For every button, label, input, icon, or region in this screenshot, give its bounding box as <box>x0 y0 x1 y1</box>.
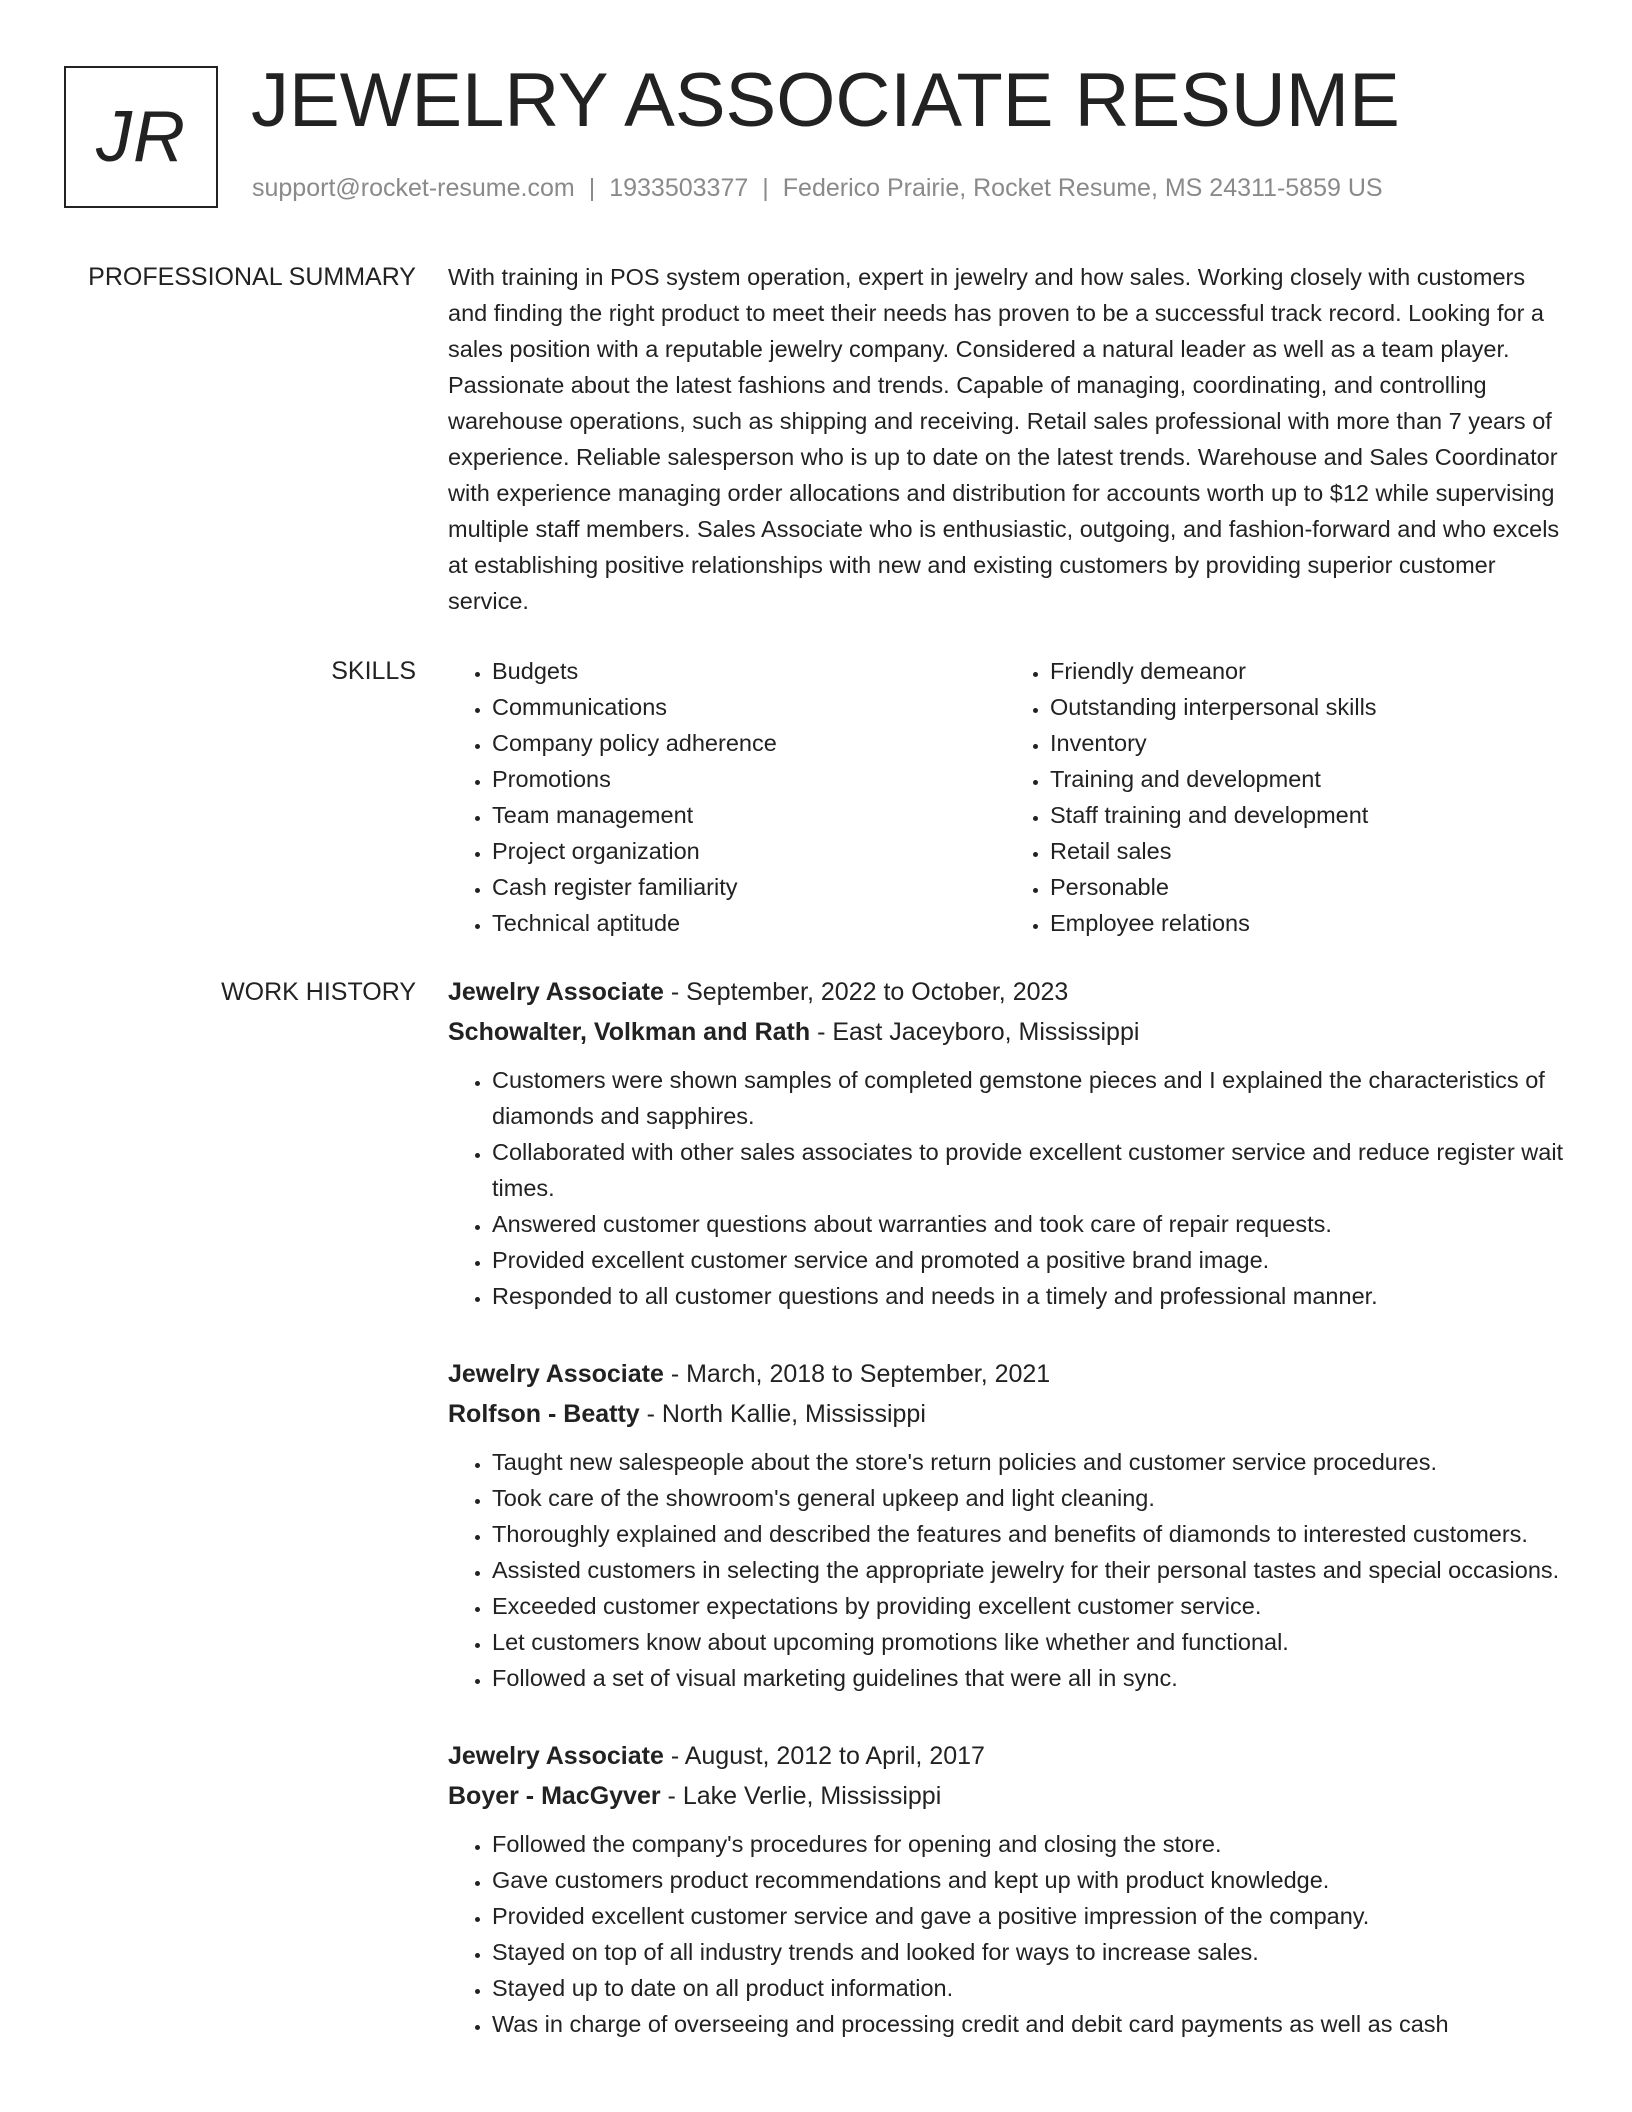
skill-item: • Personable <box>1050 869 1564 905</box>
skill-item: • Promotions <box>492 761 1006 797</box>
skills-heading: SKILLS <box>331 657 416 685</box>
job-location: - North Kallie, Mississippi <box>639 1400 926 1428</box>
job-bullet: • Responded to all customer questions and needs in a timely and professional manner. <box>492 1278 1564 1314</box>
job-bullet: • Followed the company's procedures for opening and closing the store. <box>492 1826 1564 1862</box>
contact-phone[interactable]: 1933503377 <box>609 174 749 202</box>
job-bullet: • Stayed on top of all industry trends and looked for ways to increase sales. <box>492 1934 1564 1970</box>
skill-item: • Outstanding interpersonal skills <box>1050 689 1564 725</box>
contact-line <box>252 174 1383 203</box>
job-bullet: • Exceeded customer expectations by providing excellent customer service. <box>492 1588 1564 1624</box>
summary-heading: PROFESSIONAL SUMMARY <box>88 263 416 291</box>
skill-item: • Budgets <box>492 653 1006 689</box>
skill-item: • Project organization <box>492 833 1006 869</box>
skill-item: • Company policy adherence <box>492 725 1006 761</box>
summary-text: With training in POS system operation, expert in jewelry and how sales. Working closely with customers and finding the right product to meet their needs has proven to be a successful track record. Looking for a sales position with a reputable jewelry company. Considered a natural leader as well as a team player. Passionate about the latest fashions and trends. Capable of managing, coordinating, and controlling warehouse operations, such as shipping and receiving. Retail sales professional with more than 7 years of experience. Reliable salesperson who is up to date on the latest trends. Warehouse and Sales Coordinator with experience managing order allocations and distribution for accounts worth up to $12 while supervising multiple staff members. Sales Associate who is enthusiastic, outgoing, and fashion-forward and who excels at establishing positive relationships with new and existing customers by providing superior customer service. <box>448 264 1560 614</box>
contact-separator: | <box>762 174 769 202</box>
skill-item: • Communications <box>492 689 1006 725</box>
work-history-heading: WORK HISTORY <box>221 978 416 1006</box>
job-company-line <box>448 1012 1564 1052</box>
work-history-content <box>448 972 1564 2082</box>
job-company: Rolfson - Beatty <box>448 1400 640 1428</box>
summary-content <box>448 259 1564 619</box>
job-bullets <box>448 1444 1564 1696</box>
job-entry <box>448 972 1564 1314</box>
monogram-initials: JR <box>96 97 186 177</box>
contact-email[interactable]: support@rocket-resume.com <box>252 174 575 202</box>
skill-item: • Friendly demeanor <box>1050 653 1564 689</box>
job-title: Jewelry Associate <box>448 978 664 1006</box>
job-bullet: • Assisted customers in selecting the appropriate jewelry for their personal tastes and special occasions. <box>492 1552 1564 1588</box>
skill-item: • Employee relations <box>1050 905 1564 941</box>
job-location: - East Jaceyboro, Mississippi <box>810 1018 1140 1046</box>
job-bullet: • Customers were shown samples of completed gemstone pieces and I explained the characteristics of diamonds and sapphires. <box>492 1062 1564 1134</box>
job-title: Jewelry Associate <box>448 1360 664 1388</box>
skills-columns <box>448 653 1564 941</box>
job-dates: - August, 2012 to April, 2017 <box>663 1742 985 1770</box>
skills-content <box>448 653 1564 941</box>
skill-item: • Training and development <box>1050 761 1564 797</box>
skills-list-right <box>1006 653 1564 941</box>
job-bullet: • Followed a set of visual marketing guidelines that were all in sync. <box>492 1660 1564 1696</box>
skills-list-left <box>448 653 1006 941</box>
contact-address: Federico Prairie, Rocket Resume, MS 24311-5859 US <box>782 174 1383 202</box>
job-bullet: • Thoroughly explained and described the features and benefits of diamonds to interested customers. <box>492 1516 1564 1552</box>
resume-title: JEWELRY ASSOCIATE RESUME <box>251 58 1400 143</box>
job-dates: - September, 2022 to October, 2023 <box>663 978 1069 1006</box>
job-dates: - March, 2018 to September, 2021 <box>663 1360 1051 1388</box>
job-bullet: • Collaborated with other sales associates to provide excellent customer service and reduce register wait times. <box>492 1134 1564 1206</box>
job-entry <box>448 1736 1564 2042</box>
job-bullet: • Let customers know about upcoming promotions like whether and functional. <box>492 1624 1564 1660</box>
monogram-box <box>64 66 218 208</box>
job-location: - Lake Verlie, Mississippi <box>660 1782 942 1810</box>
job-title-line <box>448 1736 1564 1776</box>
skill-item: • Team management <box>492 797 1006 833</box>
job-title: Jewelry Associate <box>448 1742 664 1770</box>
job-bullet: • Gave customers product recommendations and kept up with product knowledge. <box>492 1862 1564 1898</box>
job-bullet: • Took care of the showroom's general upkeep and light cleaning. <box>492 1480 1564 1516</box>
skill-item: • Inventory <box>1050 725 1564 761</box>
job-bullets <box>448 1826 1564 2042</box>
skill-item: • Retail sales <box>1050 833 1564 869</box>
job-bullet: • Provided excellent customer service and promoted a positive brand image. <box>492 1242 1564 1278</box>
job-bullet: • Was in charge of overseeing and processing credit and debit card payments as well as cash <box>492 2006 1564 2042</box>
job-bullets <box>448 1062 1564 1314</box>
job-title-line <box>448 1354 1564 1394</box>
job-bullet: • Provided excellent customer service and gave a positive impression of the company. <box>492 1898 1564 1934</box>
job-title-line <box>448 972 1564 1012</box>
skill-item: • Staff training and development <box>1050 797 1564 833</box>
job-bullet: • Stayed up to date on all product information. <box>492 1970 1564 2006</box>
job-entry <box>448 1354 1564 1696</box>
contact-separator: | <box>588 174 596 202</box>
job-company-line <box>448 1776 1564 1816</box>
skill-item: • Technical aptitude <box>492 905 1006 941</box>
skill-item: • Cash register familiarity <box>492 869 1006 905</box>
job-company: Boyer - MacGyver <box>448 1782 661 1810</box>
job-company-line <box>448 1394 1564 1434</box>
job-company: Schowalter, Volkman and Rath <box>448 1018 811 1046</box>
job-bullet: • Taught new salespeople about the store's return policies and customer service procedures. <box>492 1444 1564 1480</box>
job-bullet: • Answered customer questions about warranties and took care of repair requests. <box>492 1206 1564 1242</box>
